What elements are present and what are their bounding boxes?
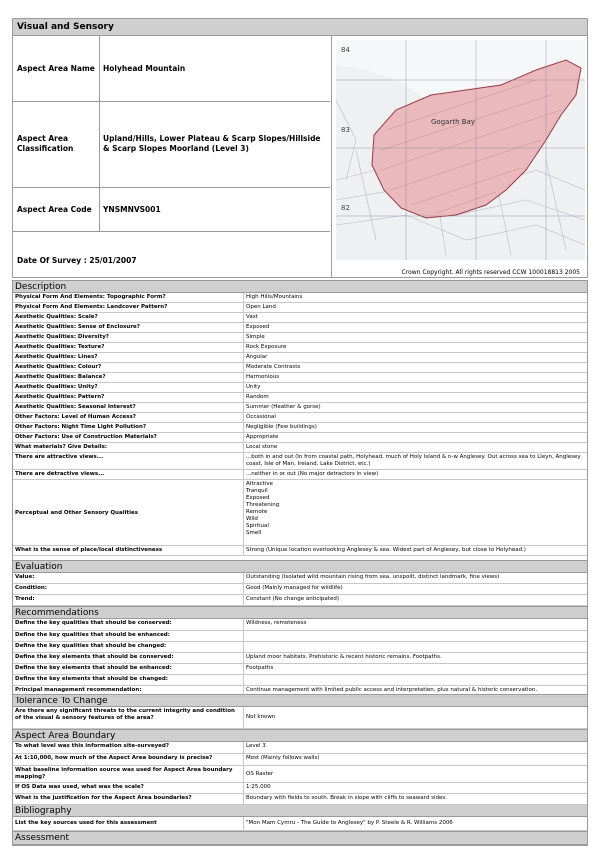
row-answer: Summer (Heather & gorse) xyxy=(246,404,321,410)
row-question: At 1:10,000, how much of the Aspect Area boundary is precise? xyxy=(15,755,213,761)
row-question: Define the key elements that should be enhanced: xyxy=(15,665,172,671)
row-answer: Boundary with fields to south. Break in slope with cliffs to seaward sides. xyxy=(246,795,447,801)
row-answer: Negligible (Few buildings) xyxy=(246,424,317,430)
row-answer: Vast xyxy=(246,314,258,320)
row-answer: Rock Exposure xyxy=(246,344,287,350)
row-answer: ...neither in or out (No major detractors in view) xyxy=(246,471,379,477)
row-answer: Appropriate xyxy=(246,434,279,440)
description-row xyxy=(13,403,587,413)
perceptual-answer-list xyxy=(246,481,586,537)
aspect-header-table xyxy=(12,18,588,278)
perceptual-item: Spiritual xyxy=(246,523,269,529)
row-question: Aesthetic Qualities: Colour? xyxy=(15,364,102,370)
row-question: Physical Form And Elements: Landcover Pattern? xyxy=(15,304,168,310)
map-grid-label-84: 84 xyxy=(341,46,350,54)
perceptual-item: Tranquil xyxy=(246,488,268,494)
survey-date: Date Of Survey : 25/01/2007 xyxy=(17,256,137,265)
section-recommendations: Recommendations xyxy=(13,606,587,619)
aspect-code-value: YNSMNVS001 xyxy=(103,205,161,214)
row-question: Aesthetic Qualities: Seasonal Interest? xyxy=(15,404,136,410)
row-answer: Constant (No change anticipated) xyxy=(246,596,339,602)
aspect-name-row xyxy=(13,36,330,102)
row-question: What baseline information source was used for Aspect Area boundary mapping? xyxy=(15,767,233,780)
aspect-code-label: Aspect Area Code xyxy=(17,205,92,214)
row-question: Define the key qualities that should be conserved: xyxy=(15,620,172,626)
section-tolerance: Tolerance To Change xyxy=(13,694,587,707)
row-answer: Open Land xyxy=(246,304,276,310)
row-answer: Angular xyxy=(246,354,268,360)
survey-date-row xyxy=(13,232,330,278)
description-row xyxy=(13,433,587,443)
description-row xyxy=(13,303,587,313)
description-row xyxy=(13,373,587,383)
section-boundary: Aspect Area Boundary xyxy=(13,729,587,742)
row-question: What materials? Give Details: xyxy=(15,444,108,450)
aspect-classification-value: Upland/Hills, Lower Plateau & Scarp Slopes/Hillside & Scarp Slopes Moorland (Level 3) xyxy=(103,134,321,153)
map-bay-label: Gogarth Bay xyxy=(431,118,475,126)
row-question: What is the sense of place/local distinctiveness xyxy=(15,547,163,553)
row-answer: Upland moor habitats. Prehistoric & recent historic remains. Footpaths. xyxy=(246,654,442,660)
row-answer: Good (Mainly managed for wildlife) xyxy=(246,585,343,591)
row-question: Value: xyxy=(15,574,35,580)
perceptual-item: Wild xyxy=(246,516,258,522)
map-copyright: Crown Copyright. All rights reserved CCW 100018813 2005 xyxy=(401,269,580,276)
description-row xyxy=(13,333,587,343)
bibliography-row xyxy=(13,817,587,831)
row-question: Aesthetic Qualities: Unity? xyxy=(15,384,98,390)
perceptual-item: Remote xyxy=(246,509,268,515)
row-question: To what level was this information site-surveyed? xyxy=(15,743,170,749)
description-row xyxy=(13,313,587,323)
aspect-name-label: Aspect Area Name xyxy=(17,64,95,73)
bibliography-answer: "Mon Mam Cymru - The Guide to Anglesey" by P. Steele & R. Williams 2006 xyxy=(246,820,453,826)
row-answer: Unity xyxy=(246,384,261,390)
map-grid-label-83: 83 xyxy=(341,126,350,134)
tolerance-question: Are there any significant threats to the current integrity and condition of the visual & sensory features of the area? xyxy=(15,708,235,721)
row-answer: Continue management with limited public access and interpretation, plus natural & historic conservation. xyxy=(246,687,538,693)
row-answer: ...both in and out (In from coastal path, Holyhead, much of Holy Island & n-w Anglesey. Out across sea to Lleyn, Anglesey coast, Isle of Man, Ireland, Lake District, etc.) xyxy=(246,454,581,467)
perceptual-item: Exposed xyxy=(246,495,270,501)
description-row xyxy=(13,423,587,433)
perceptual-item: Threatening xyxy=(246,502,280,508)
description-row xyxy=(13,293,587,303)
row-question: There are detractive views... xyxy=(15,471,105,477)
row-answer: Outstanding (Isolated wild mountain rising from sea, unspoilt, distinct landmark, fine views) xyxy=(246,574,500,580)
description-row xyxy=(13,353,587,363)
row-answer: Strong (Unique location overlooking Anglesey & sea. Widest part of Anglesey, but close to Holyhead.) xyxy=(246,547,526,553)
aspect-classification-row xyxy=(13,102,330,188)
row-answer: Moderate Contrasts xyxy=(246,364,301,370)
row-question: There are attractive views... xyxy=(15,454,104,460)
description-row xyxy=(13,343,587,353)
tolerance-row xyxy=(13,707,587,729)
row-answer: Local stone xyxy=(246,444,278,450)
sense-of-place-row xyxy=(13,546,587,556)
boundary-row xyxy=(13,794,587,805)
description-row xyxy=(13,470,587,480)
row-answer: Exposed xyxy=(246,324,270,330)
row-question: Define the key elements that should be conserved: xyxy=(15,654,174,660)
row-question: Aesthetic Qualities: Pattern? xyxy=(15,394,105,400)
row-answer: Random xyxy=(246,394,269,400)
boundary-row xyxy=(13,766,587,783)
row-question: Define the key qualities that should be enhanced: xyxy=(15,632,170,638)
tolerance-answer: Not known xyxy=(246,714,276,720)
recommendation-row xyxy=(13,631,587,642)
evaluation-row xyxy=(13,573,587,584)
evaluation-row xyxy=(13,595,587,606)
recommendation-row xyxy=(13,686,587,697)
row-answer: Harmonious xyxy=(246,374,280,380)
description-row xyxy=(13,393,587,403)
row-question: Aesthetic Qualities: Texture? xyxy=(15,344,105,350)
row-question: Trend: xyxy=(15,596,35,602)
recommendation-row xyxy=(13,619,587,631)
description-row xyxy=(13,453,587,470)
row-question: If OS Data was used, what was the scale? xyxy=(15,784,144,790)
row-answer: Most (Mainly follows walls) xyxy=(246,755,320,761)
row-answer: 1:25,000 xyxy=(246,784,271,790)
boundary-row xyxy=(13,742,587,754)
row-question: Aesthetic Qualities: Scale? xyxy=(15,314,98,320)
perceptual-item: Attractive xyxy=(246,481,273,487)
evaluation-row xyxy=(13,584,587,595)
recommendation-row xyxy=(13,642,587,653)
section-evaluation: Evaluation xyxy=(13,560,587,573)
row-answer: Level 3 xyxy=(246,743,266,749)
aspect-name-value: Holyhead Mountain xyxy=(103,64,186,73)
map-grid-label-82: 82 xyxy=(341,204,350,212)
section-description: Description xyxy=(13,280,587,293)
aspect-classification-label: Aspect Area Classification xyxy=(17,134,74,153)
perceptual-qualities-row xyxy=(13,480,587,546)
boundary-row xyxy=(13,754,587,766)
map-image xyxy=(336,40,585,260)
row-question: Other Factors: Level of Human Access? xyxy=(15,414,136,420)
row-answer: Footpaths xyxy=(246,665,274,671)
description-row xyxy=(13,363,587,373)
row-question: Physical Form And Elements: Topographic Form? xyxy=(15,294,166,300)
row-question: Define the key elements that should be changed: xyxy=(15,676,169,682)
boundary-row xyxy=(13,783,587,794)
recommendation-row xyxy=(13,664,587,675)
row-answer: OS Raster xyxy=(246,771,274,777)
perceptual-question: Perceptual and Other Sensory Qualities xyxy=(15,510,138,516)
description-row xyxy=(13,443,587,453)
row-question: Aesthetic Qualities: Sense of Enclosure? xyxy=(15,324,140,330)
visual-sensory-table xyxy=(12,280,588,846)
section-bibliography: Bibliography xyxy=(13,804,587,817)
row-question: Aesthetic Qualities: Lines? xyxy=(15,354,98,360)
aspect-map xyxy=(331,36,588,278)
recommendation-row xyxy=(13,653,587,664)
row-question: Aesthetic Qualities: Diversity? xyxy=(15,334,109,340)
row-question: Define the key qualities that should be changed: xyxy=(15,643,167,649)
row-question: Condition: xyxy=(15,585,47,591)
row-answer: High Hills/Mountains xyxy=(246,294,303,300)
header-title: Visual and Sensory xyxy=(13,19,587,36)
row-answer: Occasional xyxy=(246,414,276,420)
description-row xyxy=(13,383,587,393)
row-question: Other Factors: Use of Construction Materials? xyxy=(15,434,157,440)
section-assessment: Assessment xyxy=(13,831,587,845)
description-row xyxy=(13,413,587,423)
recommendation-row xyxy=(13,675,587,686)
row-question: Principal management recommendation: xyxy=(15,687,142,693)
row-question: Aesthetic Qualities: Balance? xyxy=(15,374,106,380)
description-row xyxy=(13,323,587,333)
row-answer: Wildness, remoteness xyxy=(246,620,307,626)
bibliography-question: List the key sources used for this assessment xyxy=(15,820,157,826)
row-answer: Simple xyxy=(246,334,265,340)
perceptual-item: Smell xyxy=(246,530,262,536)
row-question: What is the justification for the Aspect Area boundaries? xyxy=(15,795,192,801)
row-question: Other Factors: Night Time Light Pollution? xyxy=(15,424,147,430)
aspect-code-row xyxy=(13,188,330,232)
